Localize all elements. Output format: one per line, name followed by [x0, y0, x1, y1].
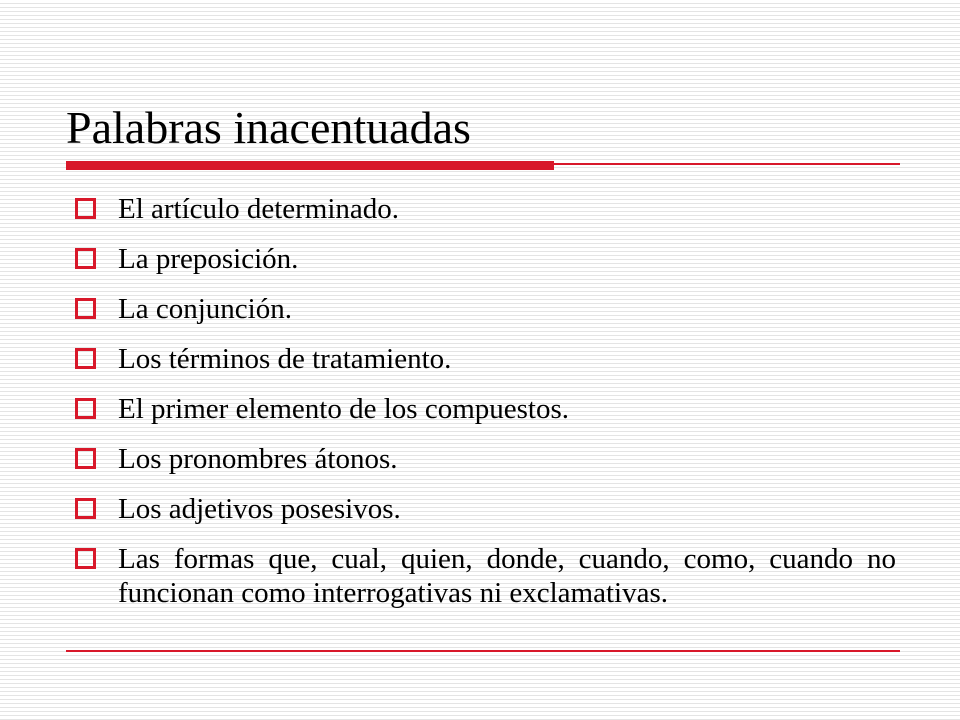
- bullet-list: [72, 192, 896, 610]
- bullet-text: La conjunción.: [118, 293, 292, 325]
- bullet-text: El primer elemento de los compuestos.: [118, 393, 570, 425]
- bullet-item: [72, 442, 896, 476]
- bullet-item: [72, 242, 896, 276]
- square-bullet-icon: [75, 348, 96, 369]
- slide-title: Palabras inacentuadas: [66, 102, 471, 153]
- bullet-item: [72, 342, 896, 376]
- footer-rule: [66, 650, 900, 652]
- square-bullet-icon: [75, 298, 96, 319]
- bullet-text: Las formas que, cual, quien, donde, cuando, como, cuando no funcionan como interrogativas ni exclamativas.: [118, 543, 896, 609]
- bullet-text: El artículo determinado.: [118, 193, 400, 225]
- bullet-item: [72, 192, 896, 226]
- square-bullet-icon: [75, 498, 96, 519]
- square-bullet-icon: [75, 248, 96, 269]
- bullet-item: [72, 492, 896, 526]
- title-underline-thick: [66, 161, 554, 170]
- bullet-item: [72, 392, 896, 426]
- square-bullet-icon: [75, 398, 96, 419]
- bullet-text: Los adjetivos posesivos.: [118, 493, 401, 525]
- bullet-item: [72, 292, 896, 326]
- bullet-text: Los términos de tratamiento.: [118, 343, 452, 375]
- bullet-text: La preposición.: [118, 243, 299, 275]
- bullet-item: [72, 542, 896, 610]
- square-bullet-icon: [75, 198, 96, 219]
- square-bullet-icon: [75, 448, 96, 469]
- bullet-text: Los pronombres átonos.: [118, 443, 398, 475]
- square-bullet-icon: [75, 548, 96, 569]
